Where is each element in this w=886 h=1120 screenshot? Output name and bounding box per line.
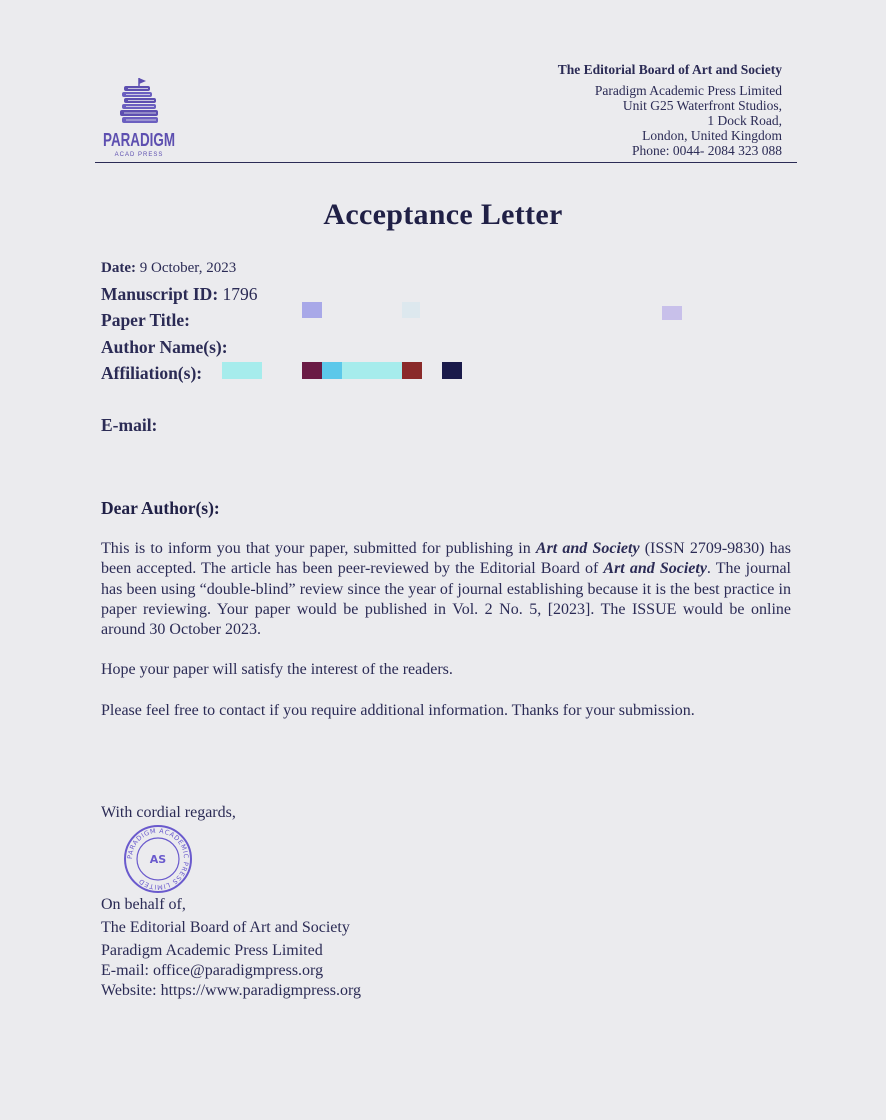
manuscript-value: 1796 xyxy=(222,284,258,304)
date-label: Date: xyxy=(101,260,136,276)
body-paragraph-2: Hope your paper will satisfy the interest of the readers. xyxy=(101,661,453,678)
author-row xyxy=(101,337,228,358)
paper-title-row xyxy=(101,310,190,331)
affiliation-row xyxy=(101,363,202,384)
body-text: This is to inform you that your paper, submitted for publishing in xyxy=(101,540,536,557)
redaction-block xyxy=(402,362,422,379)
body-paragraph-3: Please feel free to contact if you require additional information. Thanks for your submission. xyxy=(101,702,695,719)
logo-wordmark: PARADIGM xyxy=(103,130,175,150)
body-text: (ISSN 2709-9830) has been accepted. The article has been peer-reviewed by the Editorial Board of xyxy=(101,540,791,578)
logo-subtitle: ACAD PRESS xyxy=(114,152,164,158)
paper-title-label: Paper Title: xyxy=(101,310,190,330)
redaction-block xyxy=(442,362,462,379)
closing-regards: With cordial regards, xyxy=(101,804,236,821)
affiliation-label: Affiliation(s): xyxy=(101,363,203,383)
redaction-block xyxy=(222,362,262,379)
email-label: E-mail: xyxy=(101,415,158,435)
author-label: Author Name(s): xyxy=(101,337,228,357)
address-line: London, United Kingdom xyxy=(642,128,782,143)
body-text: . The journal has been using “double-blind” review since the year of journal establishing because it is the best practice in paper reviewing. Your paper would be published in Vol. 2 No. 5, [2023]. The ISSUE would be online around 30 October 2023. xyxy=(101,560,791,639)
email-row xyxy=(101,415,157,436)
header-divider xyxy=(95,162,797,163)
address-line: 1 Dock Road, xyxy=(707,113,782,128)
greeting: Dear Author(s): xyxy=(101,498,220,518)
date-value: 9 October, 2023 xyxy=(139,260,237,276)
redaction-block xyxy=(402,302,420,318)
date-row xyxy=(101,260,236,277)
redaction-block xyxy=(662,306,682,320)
on-behalf: On behalf of, xyxy=(101,896,186,913)
stamp-ring-text: PARADIGM ACADEMIC PRESS LIMITED xyxy=(125,826,191,892)
letterhead-board: The Editorial Board of Art and Society xyxy=(557,62,782,77)
body-paragraph-1 xyxy=(101,539,791,640)
page-title: Acceptance Letter xyxy=(323,198,563,231)
redaction-block xyxy=(322,362,342,379)
manuscript-label: Manuscript ID: xyxy=(101,284,219,304)
letterhead-address xyxy=(558,62,782,158)
closing-email: E-mail: office@paradigmpress.org xyxy=(101,962,324,979)
journal-name: Art and Society xyxy=(603,560,707,578)
closing-board: The Editorial Board of Art and Society xyxy=(101,919,350,936)
redaction-block xyxy=(302,362,322,379)
address-line: Phone: 0044- 2084 323 088 xyxy=(632,143,782,158)
address-line: Unit G25 Waterfront Studios, xyxy=(622,98,782,113)
closing-website: Website: https://www.paradigmpress.org xyxy=(101,982,362,999)
stamp-initials: AS xyxy=(149,853,167,866)
manuscript-row xyxy=(101,284,258,305)
journal-name: Art and Society xyxy=(535,540,640,557)
closing-company: Paradigm Academic Press Limited xyxy=(101,942,323,959)
stamp-seal xyxy=(123,825,193,893)
redaction-block xyxy=(302,302,322,318)
address-line: Paradigm Academic Press Limited xyxy=(594,83,782,98)
paradigm-logo xyxy=(102,76,180,158)
redaction-block xyxy=(342,362,402,379)
